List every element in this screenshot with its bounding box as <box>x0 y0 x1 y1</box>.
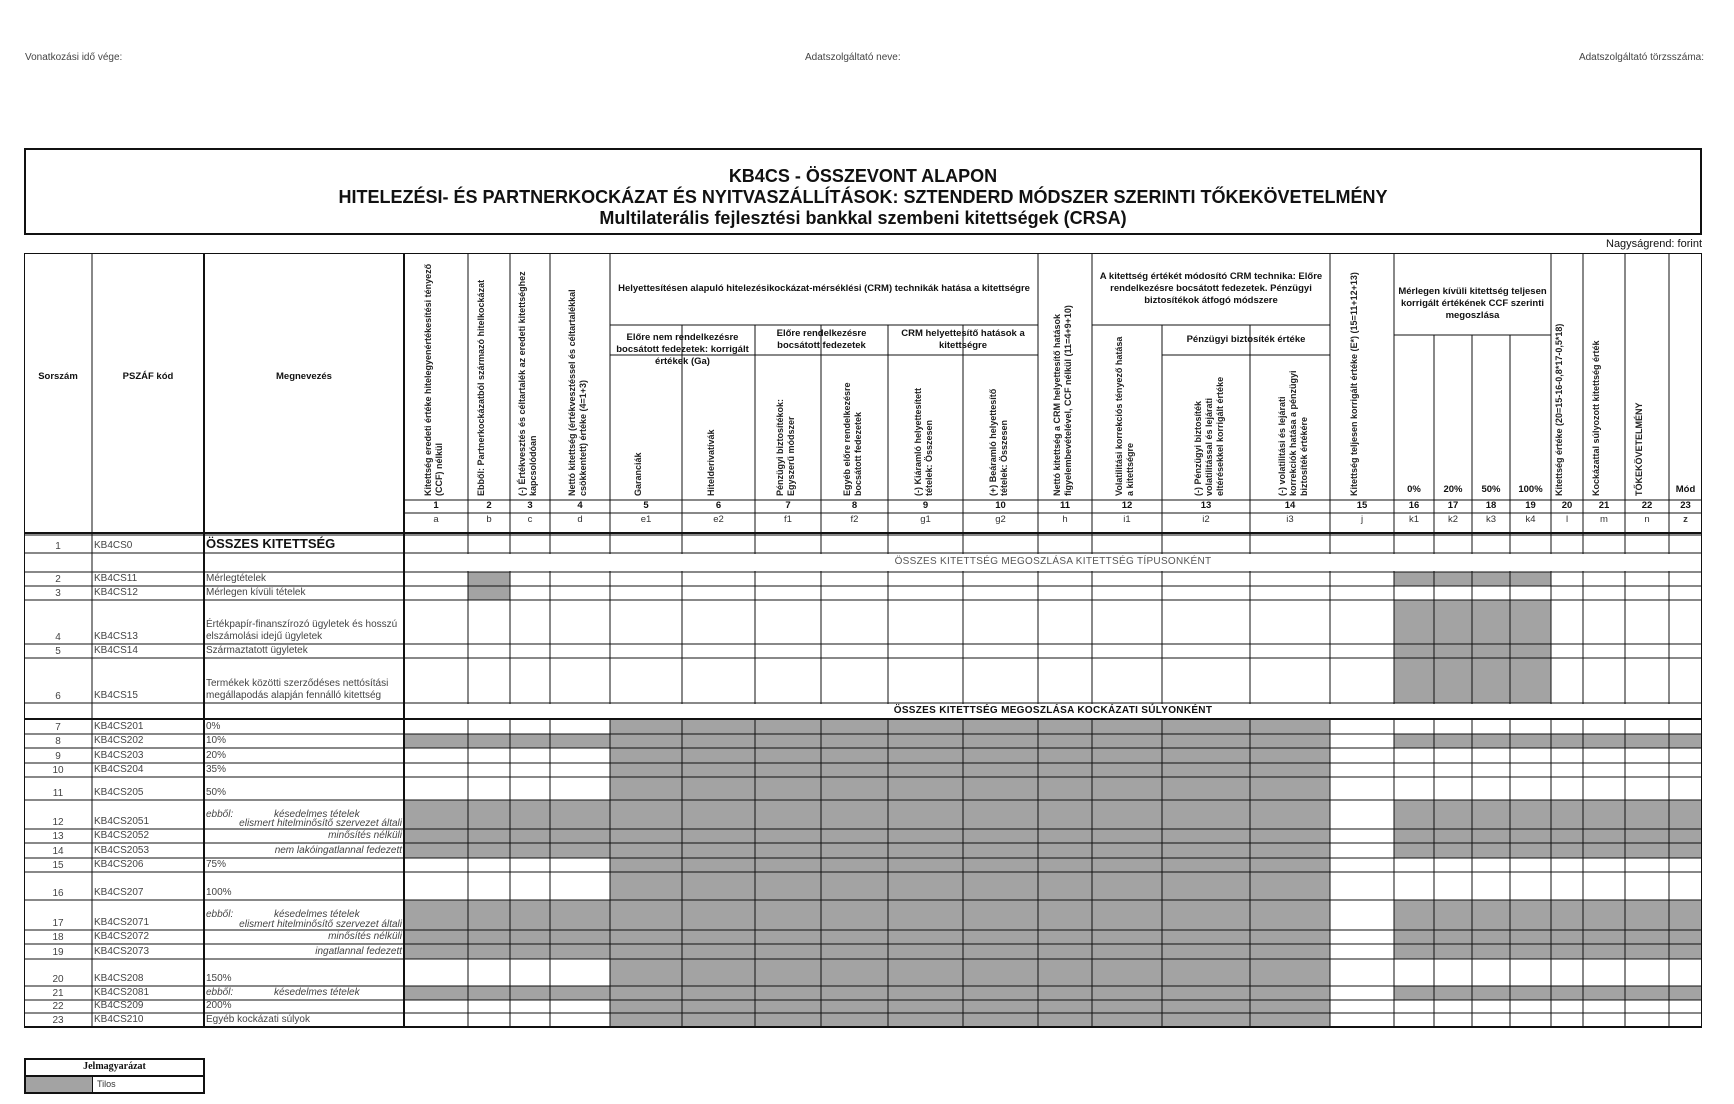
row-number: 6 <box>55 691 61 702</box>
forbidden-cells <box>1394 829 1702 843</box>
forbidden-cells <box>610 858 1330 872</box>
col-number: 20 <box>1561 500 1573 511</box>
row-name: késedelmes tételek <box>274 909 360 920</box>
row-name: késedelmes tételek <box>274 808 360 820</box>
row-code: KB4CS2081 <box>94 987 150 998</box>
row-name: ingatlannal fedezett <box>315 946 402 957</box>
unit-label: Nagyságrend: forint <box>1606 238 1702 250</box>
col-number: 23 <box>1680 500 1691 511</box>
col-header-18: 50% <box>1481 484 1501 495</box>
col-number: 21 <box>1598 500 1610 511</box>
col-number: 12 <box>1121 500 1133 511</box>
row-number: 9 <box>55 751 61 762</box>
col-number: 18 <box>1485 500 1497 511</box>
col-letter: k3 <box>1485 514 1497 525</box>
col-number: 10 <box>995 500 1006 511</box>
row-number: 12 <box>52 817 64 828</box>
col-letter: k4 <box>1525 514 1536 525</box>
row-number: 18 <box>52 932 64 943</box>
forbidden-cells <box>610 872 1330 900</box>
row-code: KB4CS202 <box>94 735 144 746</box>
col-header-20: Kitettség értéke (20=15-16-0,8*17-0,5*18) <box>1554 323 1564 496</box>
row-code: KB4CS11 <box>94 573 138 584</box>
col-number: 2 <box>486 500 492 511</box>
header-pszaf-kod: PSZÁF kód <box>122 370 174 382</box>
header-crm-subst: CRM helyettesítő hatások a kitettségre <box>901 328 1025 351</box>
col-letter: a <box>433 514 439 525</box>
col-letter: k2 <box>1447 514 1459 525</box>
row-number: 7 <box>55 722 61 733</box>
row-number: 4 <box>55 632 61 643</box>
row-number: 3 <box>55 588 61 599</box>
col-letter: b <box>486 514 492 525</box>
col-number: 1 <box>433 500 439 511</box>
row-number: 15 <box>52 860 64 871</box>
forbidden-cells <box>1394 944 1702 959</box>
col-letter: z <box>1683 514 1688 525</box>
col-number: 17 <box>1447 500 1459 511</box>
col-number: 8 <box>851 500 858 511</box>
row-name: 20% <box>206 750 227 761</box>
col-number: 7 <box>785 500 791 511</box>
row-name: 100% <box>206 887 232 898</box>
header-sorszam: Sorszám <box>38 370 78 382</box>
period-label: Vonatkozási idő vége: <box>25 52 123 63</box>
header-fin-coll-value: Pénzügyi biztosíték értéke <box>1186 334 1306 345</box>
row-code: KB4CS14 <box>94 645 138 656</box>
forbidden-cells <box>404 843 610 858</box>
col-header-10: (+) Beáramló helyettesítő tételek: Összesen <box>987 388 1009 496</box>
row-number: 14 <box>52 846 64 857</box>
col-header-22: TŐKEKÖVETELMÉNY <box>1634 402 1644 496</box>
col-number: 16 <box>1408 500 1420 511</box>
forbidden-cells <box>610 829 1330 843</box>
band-by-weight: ÖSSZES KITETTSÉG MEGOSZLÁSA KOCKÁZATI SÚLYONKÉNT <box>893 705 1213 716</box>
row-code: KB4CS206 <box>94 859 144 870</box>
row-name: 50% <box>206 787 227 798</box>
col-number: 6 <box>715 500 722 511</box>
col-number: 19 <box>1525 500 1536 511</box>
row-number: 16 <box>52 888 64 899</box>
col-header-6: Hitelderivatívák <box>705 429 716 496</box>
col-letter: c <box>527 514 533 525</box>
col-letter: i2 <box>1202 514 1210 525</box>
row-name: 200% <box>206 1000 232 1011</box>
title-line-3: Multilaterális fejlesztési bankkal szembeni kitettségek (CRSA) <box>599 208 1127 228</box>
row-name: Termékek közötti szerződéses nettósítási megállapodás alapján fennálló kitettség <box>206 678 389 701</box>
row-number: 8 <box>55 736 61 747</box>
header-crm-group: Helyettesítésen alapuló hitelezésikockázat-mérséklési (CRM) technikák hatása a kitettségre <box>618 283 1030 294</box>
title-box <box>24 148 1702 235</box>
col-header-13: (-) Pénzügyi biztosíték volatilitással és lejárati eltérésekkel korrigált értéke <box>1193 376 1225 496</box>
col-letter: m <box>1600 514 1608 525</box>
col-number: 11 <box>1059 500 1071 511</box>
col-letter: l <box>1565 514 1569 525</box>
col-letter: i3 <box>1286 514 1294 525</box>
band-by-type: ÖSSZES KITETTSÉG MEGOSZLÁSA KITETTSÉG TÍPUSONKÉNT <box>894 556 1212 567</box>
row-number: 10 <box>52 765 64 776</box>
row-code: KB4CS203 <box>94 750 144 761</box>
col-header-8: Egyéb előre rendelkezésre bocsátott fedezetek <box>841 382 863 496</box>
row-name: 150% <box>206 973 232 984</box>
row-code: KB4CS210 <box>94 1014 144 1025</box>
row-code: KB4CS207 <box>94 887 144 898</box>
col-header-12: Volatilitási korrekciós tényező hatása a kitettségre <box>1114 336 1135 496</box>
col-header-2: Ebből: Partnerkockázatból származó hitelkockázat <box>476 279 486 496</box>
row-code: KB4CS2051 <box>94 816 150 827</box>
row-number: 1 <box>55 541 61 552</box>
row-code: KB4CS2053 <box>94 845 150 856</box>
forbidden-cells <box>404 800 610 829</box>
row-name-prefix: ebből: <box>206 808 234 820</box>
col-letter: g2 <box>995 514 1006 525</box>
col-header-3: (-) Értékvesztés és céltartalék az eredeti kitettséghez kapcsolódóan <box>517 271 538 496</box>
title-line-1: KB4CS - ÖSSZEVONT ALAPON <box>728 166 998 186</box>
col-header-14: (-) volatilitási és lejárati korrekciók hatása a pénzügyi biztosíték értékére <box>1277 370 1309 496</box>
forbidden-cells <box>610 843 1330 858</box>
col-header-16: 0% <box>1407 484 1421 495</box>
report-table <box>24 253 1702 1053</box>
forbidden-cells <box>610 1000 1330 1013</box>
row-number: 17 <box>52 918 64 929</box>
row-code: KB4CS13 <box>94 631 138 642</box>
row-name: minősítés nélküli <box>328 931 402 942</box>
forbidden-cells <box>610 777 1330 800</box>
col-header-9: (-) Kiáramló helyettesített tételek: Összesen <box>912 387 934 496</box>
row-code: KB4CS2072 <box>94 931 150 942</box>
col-number: 5 <box>643 500 649 511</box>
header-unfunded: Előre nem rendelkezésre bocsátott fedezetek: korrigált értékek (Ga) <box>616 332 749 367</box>
col-header-15: Kitettség teljesen korrigált értéke (E*) (15=11+12+13) <box>1349 272 1359 496</box>
forbidden-cells <box>404 829 610 843</box>
forbidden-cells <box>610 944 1330 959</box>
col-letter: f2 <box>850 514 859 525</box>
row-code: KB4CS205 <box>94 787 144 798</box>
forbidden-cells <box>610 959 1330 986</box>
forbidden-cells <box>1394 900 1702 930</box>
col-number: 13 <box>1200 500 1212 511</box>
forbidden-cells <box>1394 930 1702 944</box>
col-letter: n <box>1644 514 1650 525</box>
row-number: 19 <box>52 947 64 958</box>
row-name: 35% <box>206 764 227 775</box>
col-letter: i1 <box>1123 514 1131 525</box>
row-name: Értékpapír-finanszírozó ügyletek és hosszú elszámolási idejű ügyletek <box>206 619 398 642</box>
row-number: 23 <box>52 1015 64 1026</box>
forbidden-cells <box>1394 986 1702 1000</box>
legend <box>24 1058 205 1094</box>
row-code: KB4CS2073 <box>94 946 150 957</box>
col-header-5: Garanciák <box>633 452 643 496</box>
col-number: 14 <box>1284 500 1296 511</box>
row-name: késedelmes tételek <box>274 987 360 998</box>
col-number: 9 <box>922 500 929 511</box>
row-name: 0% <box>206 721 221 732</box>
header-comprehensive: A kitettség értékét módosító CRM technika: Előre rendelkezésre bocsátott fedezetek. Pénzügyi biztosítékok átfogó módszere <box>1099 271 1323 306</box>
row-name: ÖSSZES KITETTSÉG <box>206 536 336 551</box>
col-header-21: Kockázattal súlyozott kitettség érték <box>1591 340 1601 496</box>
row-code: KB4CS204 <box>94 764 144 775</box>
forbidden-cells <box>404 986 610 1000</box>
forbidden-cells <box>1394 843 1702 858</box>
col-letter: h <box>1062 514 1068 525</box>
forbidden-cells <box>404 734 610 748</box>
row-number: 21 <box>52 988 64 999</box>
col-letter: d <box>577 514 583 525</box>
col-header-23: Mód <box>1675 484 1696 495</box>
col-header-11: Nettó kitettség a CRM helyettesítő hatások figyelembevételével, CCF nélkül (11=4+9+10) <box>1052 305 1073 496</box>
col-number: 15 <box>1356 500 1368 511</box>
forbidden-cells <box>1394 734 1702 748</box>
col-header-19: 100% <box>1518 484 1543 495</box>
forbidden-cells <box>610 763 1330 777</box>
row-number: 5 <box>55 646 61 657</box>
row-number: 22 <box>52 1001 64 1012</box>
row-code: KB4CS12 <box>94 587 138 598</box>
row-code: KB4CS201 <box>94 721 144 732</box>
forbidden-cells <box>610 1013 1330 1027</box>
col-header-4: Nettó kitettség (értékvesztéssel és céltartalékkal csökkentett) értéke (4=1+3) <box>567 289 588 496</box>
forbidden-cells <box>404 900 610 930</box>
row-number: 2 <box>55 574 61 585</box>
forbidden-cells <box>404 930 610 944</box>
legend-swatch <box>26 1077 93 1092</box>
row-name: Mérlegen kívüli tételek <box>206 587 306 598</box>
row-code: KB4CS0 <box>94 540 133 551</box>
row-code: KB4CS15 <box>94 690 138 701</box>
row-name: 10% <box>206 735 227 746</box>
forbidden-cells <box>610 719 1330 734</box>
row-code: KB4CS208 <box>94 973 144 984</box>
col-letter: f1 <box>784 514 792 525</box>
forbidden-cells <box>1394 800 1702 829</box>
row-name: Egyéb kockázati súlyok <box>206 1014 310 1025</box>
header-funded: Előre rendelkezésre bocsátott fedezetek <box>776 328 867 351</box>
col-number: 3 <box>527 500 533 511</box>
forbidden-cells <box>610 800 1330 829</box>
header-megnevezes: Megnevezés <box>276 370 332 382</box>
row-name: 75% <box>206 859 227 870</box>
forbidden-cells <box>610 930 1330 944</box>
col-letter: e1 <box>640 514 652 525</box>
forbidden-cells <box>610 748 1330 763</box>
forbidden-cells <box>610 900 1330 930</box>
row-name: minősítés nélküli <box>328 830 402 841</box>
forbidden-cells <box>404 944 610 959</box>
header-offbal: Mérlegen kívüli kitettség teljesen korrigált értékének CCF szerinti megoszlása <box>1398 286 1547 321</box>
registry-label: Adatszolgáltató törzsszáma: <box>1578 52 1704 63</box>
col-number: 22 <box>1641 500 1653 511</box>
forbidden-cells <box>610 734 1330 748</box>
col-number: 4 <box>577 500 583 511</box>
row-number: 11 <box>52 788 64 799</box>
provider-label: Adatszolgáltató neve: <box>805 52 901 63</box>
forbidden-cells <box>610 986 1330 1000</box>
row-number: 13 <box>52 831 64 842</box>
row-name: Származtatott ügyletek <box>206 645 308 656</box>
col-header-1: Kitettség eredeti értéke hitelegyenértékesítési tényező (CCF) nélkül <box>423 263 444 496</box>
legend-title: Jelmagyarázat <box>26 1060 203 1077</box>
col-letter: j <box>1360 514 1364 525</box>
row-name: nem lakóingatlannal fedezett <box>274 845 402 856</box>
row-code: KB4CS2052 <box>94 830 150 841</box>
row-code: KB4CS209 <box>94 1000 144 1011</box>
row-number: 20 <box>52 974 64 985</box>
col-letter: k1 <box>1408 514 1420 525</box>
col-letter: g1 <box>920 514 931 525</box>
legend-item: Tilos <box>97 1079 116 1089</box>
col-header-17: 20% <box>1443 484 1463 495</box>
title-line-2: HITELEZÉSI- ÉS PARTNERKOCKÁZAT ÉS NYITVASZÁLLÍTÁSOK: SZTENDERD MÓDSZER SZERINTI TŐKEKÖVETELMÉNY <box>338 187 1388 207</box>
row-code: KB4CS2071 <box>94 917 150 928</box>
row-name: Mérlegtételek <box>206 573 267 584</box>
col-header-7: Pénzügyi biztosítékok: Egyszerű módszer <box>775 398 796 496</box>
row-name-prefix: ebből: <box>206 987 234 998</box>
row-name-prefix: ebből: <box>206 909 234 920</box>
col-letter: e2 <box>713 514 724 525</box>
